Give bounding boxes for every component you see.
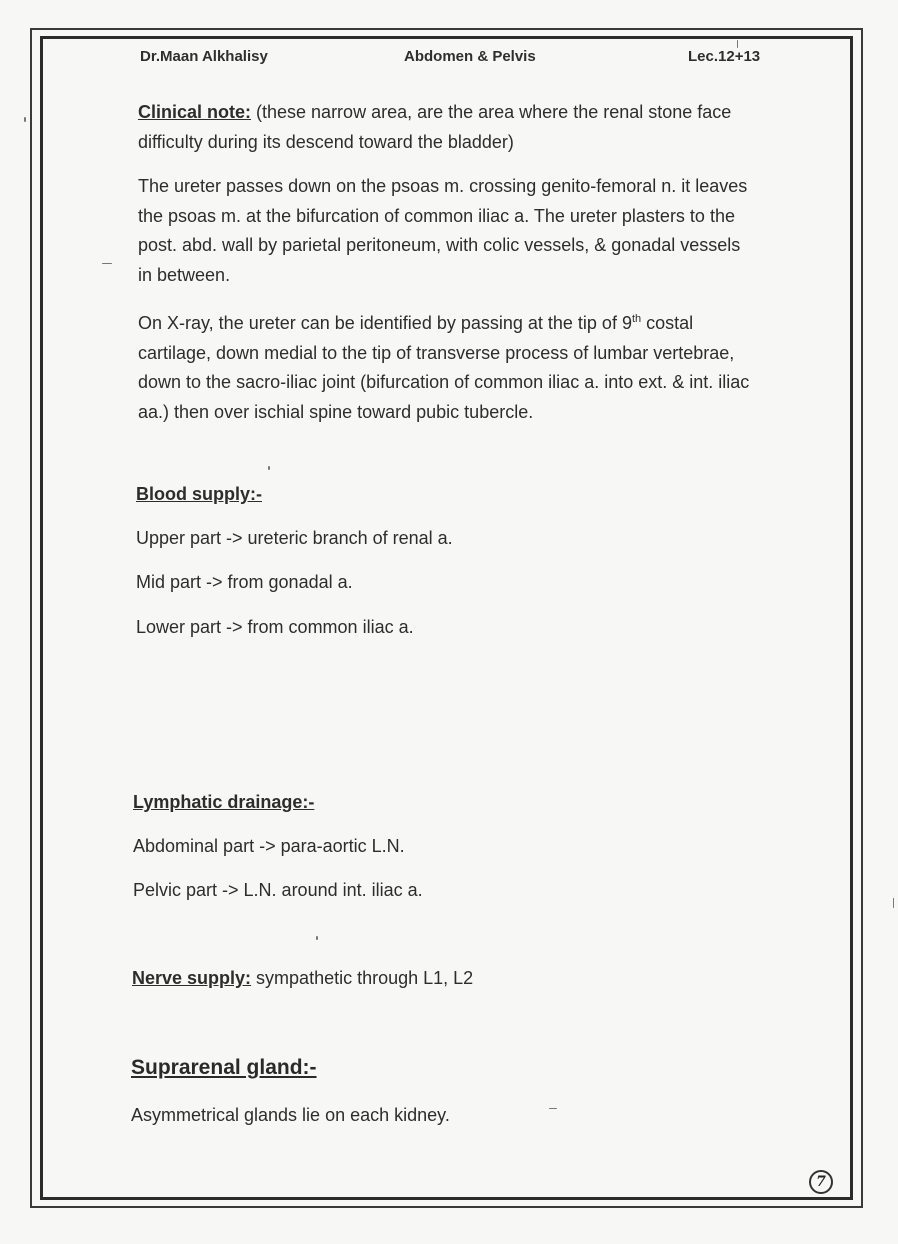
xray-text-end: costal cartilage, down medial to the tip of transverse process of lumbar vertebrae, down to the sacro-iliac joint (bifurcation of common iliac a. into ext. & int. iliac aa.) then over ischial spine toward pubic tubercle.	[138, 313, 750, 422]
scan-speck	[102, 263, 112, 264]
ureter-course-paragraph: The ureter passes down on the psoas m. crossing genito-femoral n. it leaves the psoas m. at the bifurcation of common iliac a. The ureter plasters to the post. abd. wall by parietal peritoneum, with colic vessels, & gonadal vessels in between.	[138, 176, 748, 285]
scan-speck	[316, 936, 318, 940]
nerve-supply-line	[132, 968, 473, 989]
suprarenal-text: Asymmetrical glands lie on each kidney.	[131, 1105, 450, 1125]
page-number: 7	[809, 1170, 833, 1194]
header-author: Dr.Maan Alkhalisy	[140, 48, 268, 65]
scan-speck	[737, 40, 738, 48]
suprarenal-heading: Suprarenal gland:-	[131, 1056, 317, 1079]
blood-supply-mid: Mid part -> from gonadal a.	[136, 572, 353, 592]
lymphatic-pelvic: Pelvic part -> L.N. around int. iliac a.	[133, 880, 423, 900]
xray-text-start: On X-ray, the ureter can be identified by passing at the tip of 9	[138, 313, 632, 333]
clinical-note-text: (these narrow area, are the area where the renal stone face difficulty during its descend toward the bladder)	[138, 102, 732, 152]
clinical-note-paragraph	[138, 98, 758, 157]
xray-paragraph	[138, 305, 758, 427]
scan-speck	[24, 117, 26, 122]
blood-supply-upper: Upper part -> ureteric branch of renal a.	[136, 528, 453, 548]
header-lecture: Lec.12+13	[688, 48, 761, 65]
xray-superscript: th	[631, 313, 642, 325]
scan-speck	[893, 898, 894, 908]
blood-supply-heading: Blood supply:-	[136, 484, 262, 504]
header-course: Abdomen & Pelvis	[404, 48, 536, 65]
nerve-supply-label: Nerve supply:	[132, 968, 252, 988]
lymphatic-abdominal: Abdominal part -> para-aortic L.N.	[133, 836, 405, 856]
clinical-note-label: Clinical note:	[138, 102, 252, 122]
scan-speck	[549, 1108, 557, 1109]
lymphatic-heading: Lymphatic drainage:-	[133, 792, 315, 812]
nerve-supply-text: sympathetic through L1, L2	[251, 968, 474, 988]
blood-supply-lower: Lower part -> from common iliac a.	[136, 617, 414, 637]
scan-speck	[268, 466, 270, 470]
